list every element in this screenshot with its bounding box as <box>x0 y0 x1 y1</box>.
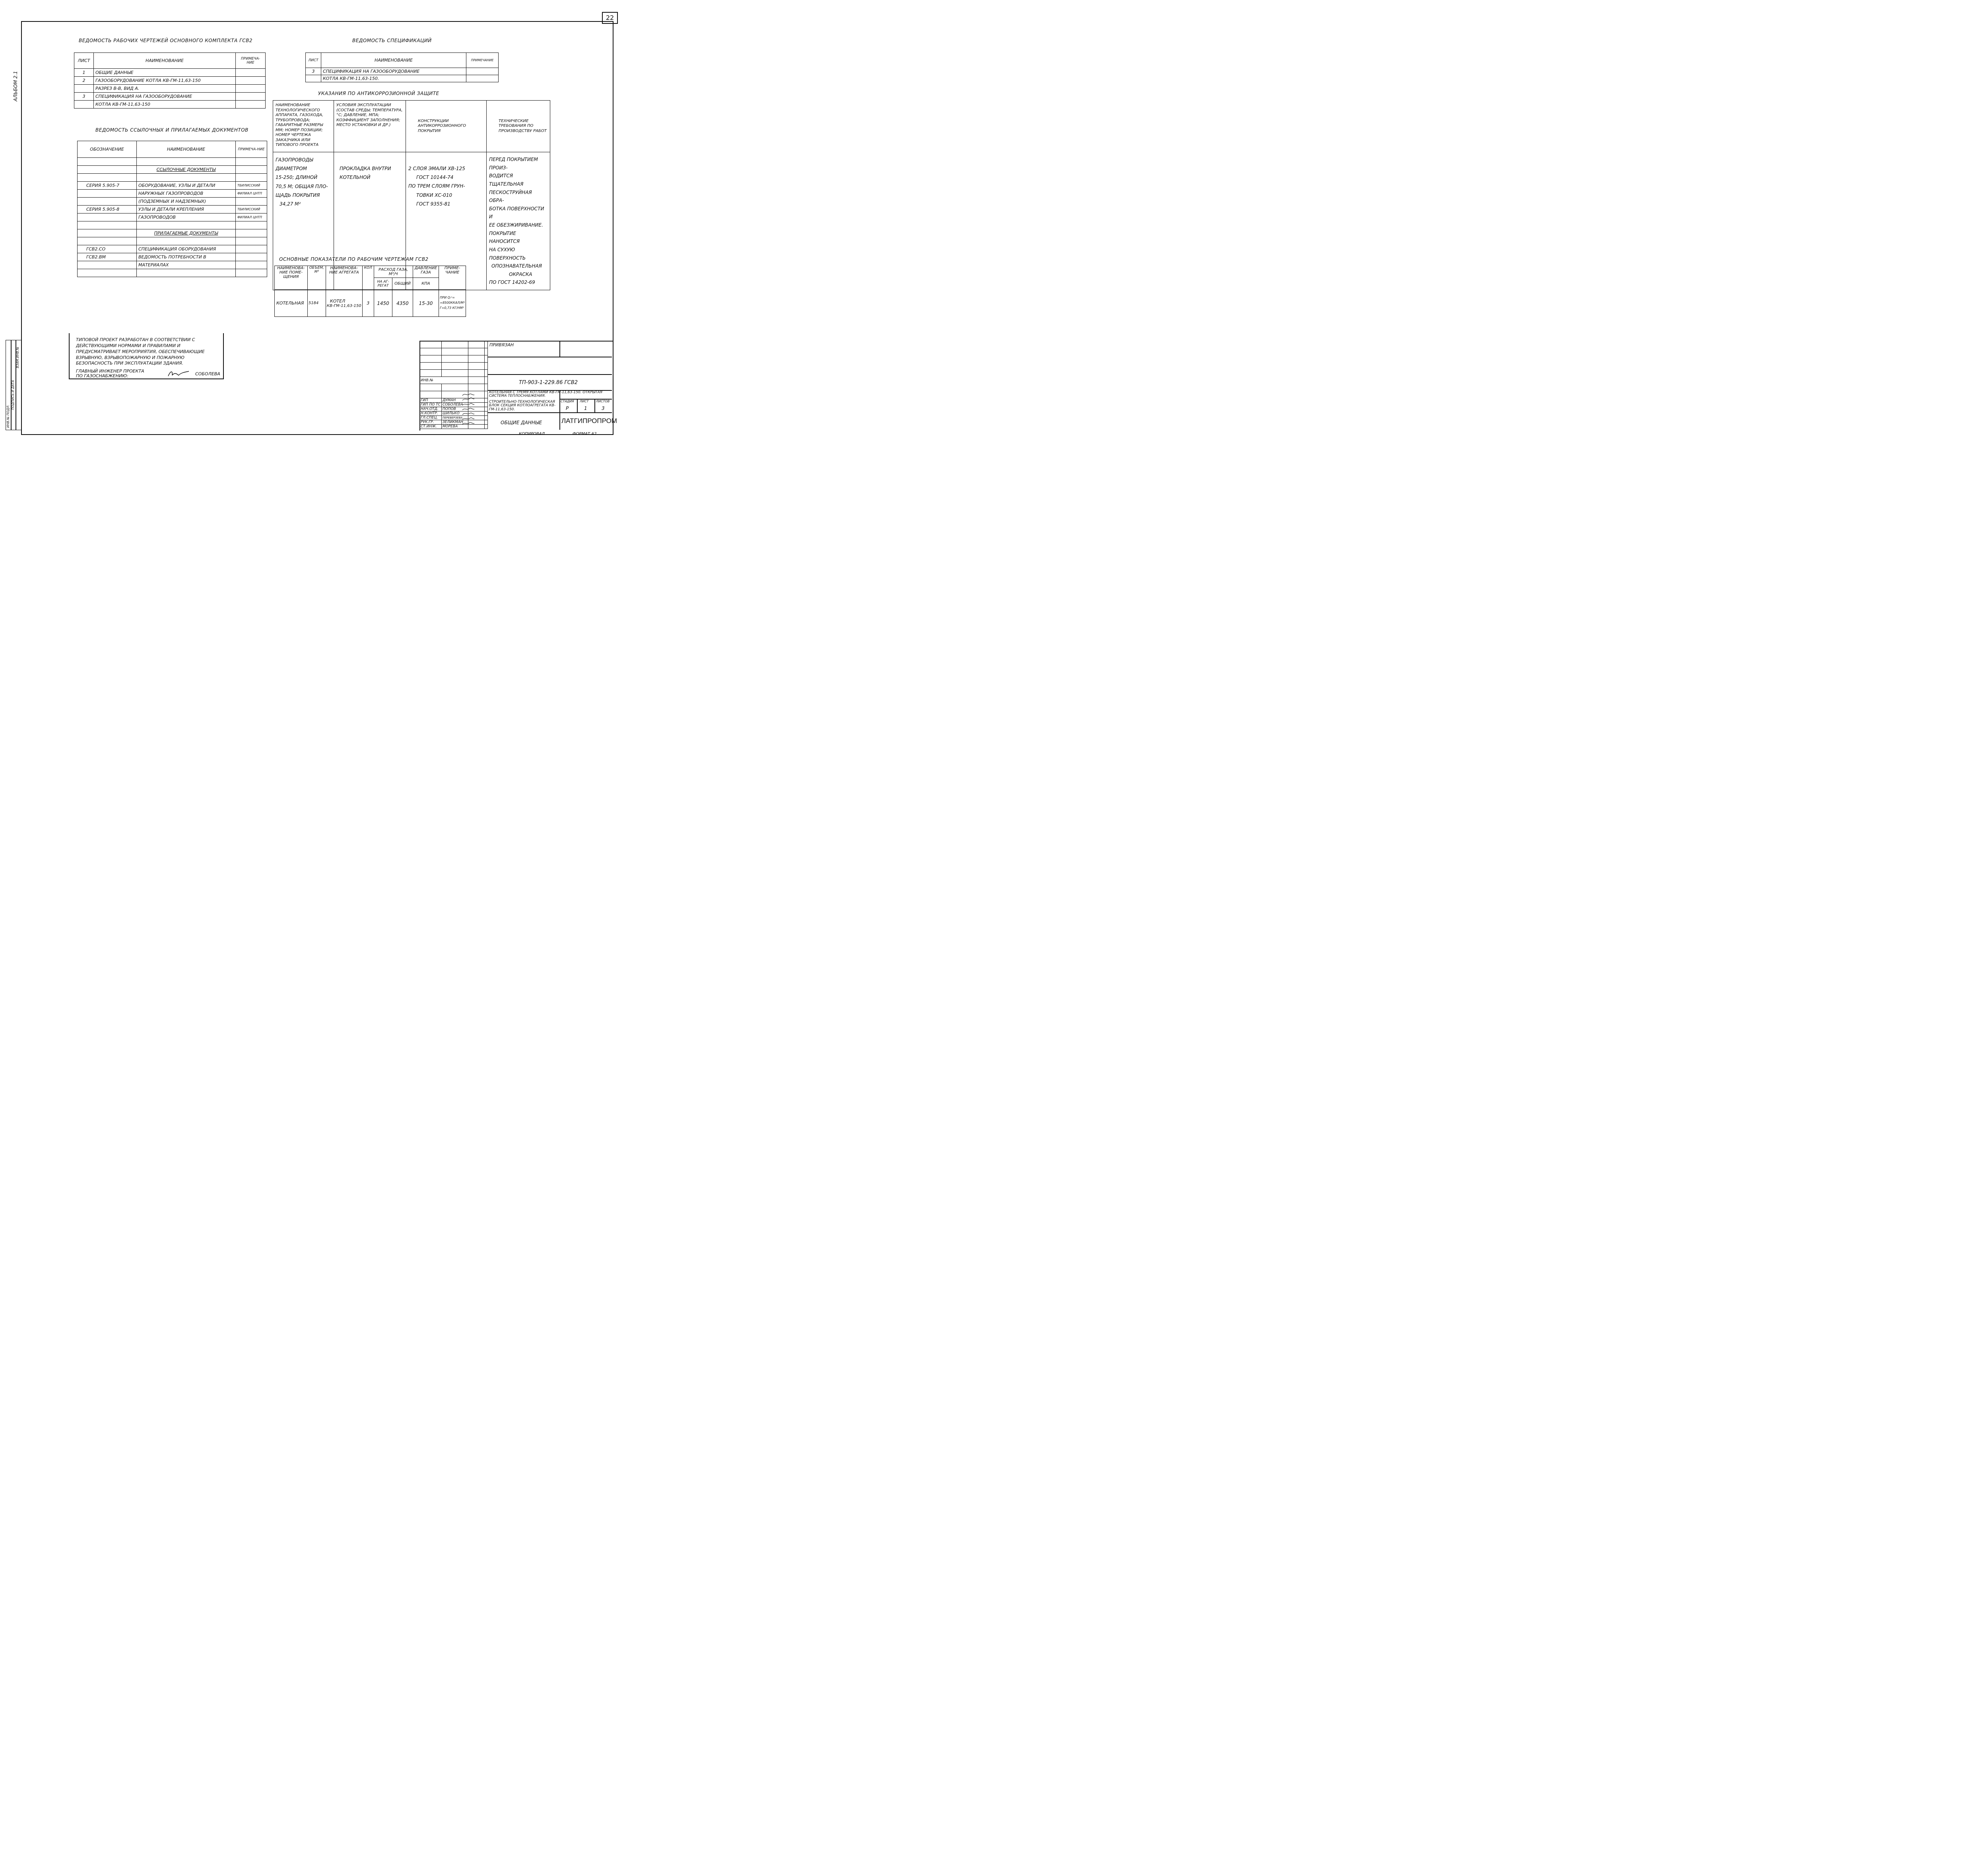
refs-header-name: НАИМЕНОВАНИЕ <box>137 141 236 158</box>
stamp-name: ПОПОВ <box>441 407 468 411</box>
specs-header-name: НАИМЕНОВАНИЕ <box>321 53 466 68</box>
anticorr-cell-requirements <box>487 152 550 290</box>
stamp-role: НАЧ.ОТД. <box>420 407 442 411</box>
album-label: АЛЬБОМ 2.1 <box>13 71 18 101</box>
strip-replace-label: ВЗАМ.ИНВ.№ <box>16 347 19 368</box>
refs-cell-name: ГАЗОПРОВОДОВ <box>137 213 236 221</box>
ind-header-qty: КОЛ <box>362 266 374 290</box>
stamp-sheets-header: ЛИСТОВ <box>596 400 610 403</box>
stamp-role: Н.КОНТР. <box>420 411 442 416</box>
anticorr-line: ПОКРЫТИЕ НАНОСИТСЯ <box>489 230 520 245</box>
drawings-header-name: НАИМЕНОВАНИЕ <box>94 53 236 69</box>
anticorr-line: ГОСТ 9355-81 <box>416 201 450 207</box>
anticorr-line: ПЕСКОСТРУЙНАЯ ОБРА- <box>489 189 532 204</box>
refs-cell-note <box>236 245 267 253</box>
refs-cell-code <box>78 198 137 206</box>
stamp-sheet: 1 <box>584 406 587 411</box>
anticorr-line: 2 СЛОЯ ЭМАЛИ ХВ-125 <box>408 166 465 171</box>
drawings-header-note: ПРИМЕЧА-НИЕ <box>236 53 266 69</box>
stamp-name: ШИЛЬКО <box>441 411 468 416</box>
stamp-title: КОТЕЛЬНАЯ С ТРЕМЯ КОТЛАМИ КВ-ГМ-11,63-150. ОТКРЫТАЯ СИСТЕМА ТЕПЛОСНАБЖЕНИЯ. <box>489 390 602 398</box>
indicators-table <box>274 266 466 317</box>
refs-cell-code: ГСВ2.СО <box>78 245 137 253</box>
anticorr-line: ПО ГОСТ 14202-69 <box>489 279 535 285</box>
drawings-cell-name: ОБЩИЕ ДАННЫЕ <box>94 69 236 77</box>
table-row <box>78 261 267 269</box>
ind-cell-volume: 5184 <box>307 290 326 317</box>
strip-inv-label: ИНВ.№ ПОДЛ. <box>6 404 10 428</box>
drawings-cell-sheet <box>74 85 94 93</box>
stamp-stage: Р <box>566 406 569 411</box>
signature-mark <box>167 370 190 378</box>
refs-section-att: ПРИЛАГАЕМЫЕ ДОКУМЕНТЫ <box>137 229 236 237</box>
table-row <box>420 403 488 407</box>
refs-header-note: ПРИМЕЧА-НИЕ <box>236 141 267 158</box>
stamp-name: ДУМАН <box>441 398 468 403</box>
anticorr-header-3: КОНСТРУКЦИИ АНТИКОРРОЗИОННОГО ПОКРЫТИЯ <box>406 101 487 152</box>
table-row <box>420 420 488 425</box>
stamp-role: ГИП <box>420 398 442 403</box>
refs-header-code: ОБОЗНАЧЕНИЕ <box>78 141 137 158</box>
table-row <box>78 198 267 206</box>
stamp-grid <box>419 341 488 429</box>
anticorr-line: ДИАМЕТРОМ <box>276 166 307 172</box>
drawings-cell-name: РАЗРЕЗ В-В, ВИД А. <box>94 85 236 93</box>
refs-cell-code: СЕРИЯ 5.905-8 <box>78 206 137 213</box>
drawings-cell-name: СПЕЦИФИКАЦИЯ НА ГАЗООБОРУДОВАНИЕ <box>94 93 236 101</box>
anticorr-line: ЕЕ ОБЕЗЖИРИВАНИЕ. <box>489 222 543 228</box>
table-row <box>420 398 488 403</box>
ind-unit-line1: КОТЕЛ <box>330 298 346 304</box>
table-row <box>420 407 488 411</box>
title-block <box>419 341 617 430</box>
drawings-cell-sheet <box>74 101 94 109</box>
refs-cell-note <box>236 261 267 269</box>
ind-header-gas: РАСХОД ГАЗА, М³/Ч <box>374 266 413 278</box>
anticorr-header-4: ТЕХНИЧЕСКИЕ ТРЕБОВАНИЯ ПО ПРОИЗВОДСТВУ РАБОТ <box>487 101 550 152</box>
refs-cell-note: ФИЛИАЛ ЦНТП <box>236 213 267 221</box>
note-text: ТИПОВОЙ ПРОЕКТ РАЗРАБОТАН В СООТВЕТСТВИИ С ДЕЙСТВУЮЩИМИ НОРМАМИ И ПРАВИЛАМИ И ПРЕДУСМАТРИВАЕТ МЕРОПРИЯТИЯ, ОБЕСПЕЧИВАЮЩИЕ ВЗРЫВНУЮ, ВЗРЫВОПОЖАРНУЮ И ПОЖАРНУЮ БЕЗОПАСНОСТЬ ПРИ ЭКСПЛУАТАЦИИ ЗДАНИЯ. <box>76 337 205 366</box>
refs-section-ref: ССЫЛОЧНЫЕ ДОКУМЕНТЫ <box>137 166 236 174</box>
stamp-name: СОБОЛЕВА <box>441 403 468 407</box>
table-row <box>74 101 266 109</box>
table-row <box>78 253 267 261</box>
ind-note-line1: ПРИ Qᵣⁿ= <box>440 296 455 300</box>
refs-cell-note <box>236 253 267 261</box>
table-row <box>78 245 267 253</box>
ind-note-line3: Γ=0,73 КГ/НМ³ <box>440 306 464 310</box>
table-row <box>306 68 499 75</box>
anticorr-line: ПЕРЕД ПОКРЫТИЕМ ПРОИЗ- <box>489 157 538 171</box>
anticorr-line: ГОСТ 10144-74 <box>416 175 454 180</box>
anticorr-line: ОПОЗНАВАТЕЛЬНАЯ <box>491 263 542 269</box>
ind-header-unit: НАИМЕНОВА-НИЕ АГРЕГАТА <box>326 266 362 290</box>
drawings-cell-name: КОТЛА КВ-ГМ-11,63-150 <box>94 101 236 109</box>
ind-cell-pressure: 15-30 <box>413 290 439 317</box>
stamp-role: СТ.ИНЖ. <box>420 425 442 429</box>
refs-cell-name: СПЕЦИФИКАЦИЯ ОБОРУДОВАНИЯ <box>137 245 236 253</box>
drawings-cell-note <box>236 93 266 101</box>
anticorr-line: ГАЗОПРОВОДЫ <box>276 157 313 163</box>
specs-cell-sheet: 3 <box>306 68 321 75</box>
ind-cell-room: КОТЕЛЬНАЯ <box>275 290 308 317</box>
stamp-name: ЗЕЛИКМАН <box>441 420 468 425</box>
strip-sign-label: ПОДПИСЬ И ДАТА <box>11 380 15 410</box>
refs-cell-note: ТБИЛИССКИЙ <box>236 182 267 190</box>
table-row <box>275 290 466 317</box>
table-row <box>420 425 488 429</box>
stamp-sheet-header: ЛИСТ <box>580 400 589 403</box>
footer-copy: КОПИРОВАЛ <box>519 432 545 436</box>
refs-cell-code: СЕРИЯ 5.905-7 <box>78 182 137 190</box>
drawings-title: ВЕДОМОСТЬ РАБОЧИХ ЧЕРТЕЖЕЙ ОСНОВНОГО КОМПЛЕКТА ГСВ2 <box>79 38 252 43</box>
ind-header-volume: ОБЪЕМ, М³ <box>307 266 326 290</box>
stamp-name: МОРЕВА <box>441 425 468 429</box>
note-signature-row <box>76 369 219 381</box>
ind-header-gas-unit: НА АГ-РЕГАТ <box>374 278 392 290</box>
ind-cell-gas-total: 4350 <box>392 290 413 317</box>
stamp-doc-code: ТП-903-1-229.86 ГСВ2 <box>519 380 578 386</box>
ind-header-pressure-unit: КПА <box>413 278 439 290</box>
specs-cell-name: КОТЛА КВ-ГМ-11,63-150. <box>321 75 466 82</box>
stamp-role: ГЛ.СПЕЦ. <box>420 416 442 420</box>
refs-cell-code: ГСВ2.ВМ <box>78 253 137 261</box>
anticorr-header-1: НАИМЕНОВАНИЕ ТЕХНОЛОГИЧЕСКОГО АППАРАТА, ГАЗОХОДА, ТРУБОПРОВОДА; ГАБАРИТНЫЕ РАЗМЕРЫ ММ; НОМЕР ПОЗИЦИИ; НОМЕР ЧЕРТЕЖА ЗАКАЗЧИКА ИЛИ ТИПОВОГО ПРОЕКТА <box>273 101 334 152</box>
refs-table <box>77 141 267 277</box>
table-row <box>306 75 499 82</box>
safety-note <box>69 333 224 379</box>
ind-cell-note <box>439 290 466 317</box>
anticorr-line: БОТКА ПОВЕРХНОСТИ И <box>489 206 544 220</box>
stamp-sheets: 3 <box>602 406 605 411</box>
stamp-inv: ИНВ.№ <box>420 377 468 384</box>
ind-cell-unit <box>326 290 362 317</box>
ind-header-pressure: ДАВЛЕНИЕ ГАЗА <box>413 266 439 278</box>
table-row <box>420 416 488 420</box>
specs-table <box>305 52 499 82</box>
anticorr-line: 34,27 М² <box>280 201 301 207</box>
refs-cell-name: НАРУЖНЫХ ГАЗОПРОВОДОВ <box>137 190 236 198</box>
drawings-cell-note <box>236 69 266 77</box>
drawings-cell-sheet: 2 <box>74 77 94 85</box>
refs-cell-note: ФИЛИАЛ ЦНТП <box>236 190 267 198</box>
refs-cell-code <box>78 213 137 221</box>
drawings-cell-note <box>236 101 266 109</box>
ind-note-line2: =8500ККАЛ/М³ <box>440 301 465 305</box>
drawings-cell-note <box>236 77 266 85</box>
stamp-org: ЛАТГИПРОПРОМ <box>561 417 617 425</box>
table-row <box>74 69 266 77</box>
stamp-role: ГИП ПО ТС <box>420 403 442 407</box>
refs-cell-name: (ПОДЗЕМНЫХ И НАДЗЕМНЫХ) <box>137 198 236 206</box>
note-name: СОБОЛЕВА <box>195 371 220 377</box>
specs-cell-note <box>466 75 499 82</box>
anticorr-header-2: УСЛОВИЯ ЭКСПЛУАТАЦИИ (СОСТАВ СРЕДЫ; ТЕМПЕРАТУРА, °C; ДАВЛЕНИЕ, МПА; КОЭФФИЦИЕНТ ЗАПОЛНЕНИЯ; МЕСТО УСТАНОВКИ И ДР.) <box>334 101 406 152</box>
table-row <box>74 77 266 85</box>
anticorr-line: НА СУХУЮ ПОВЕРХНОСТЬ <box>489 246 526 261</box>
ind-cell-gas-unit: 1450 <box>374 290 392 317</box>
footer-format: ФОРМАТ А2 <box>573 432 597 436</box>
table-row <box>420 411 488 416</box>
left-strip <box>6 340 21 430</box>
drawings-cell-sheet: 1 <box>74 69 94 77</box>
drawings-cell-note <box>236 85 266 93</box>
stamp-role: РУК.ГР. <box>420 420 442 425</box>
anticorr-line: 70,5 М; ОБЩАЯ ПЛО- <box>276 183 328 189</box>
specs-cell-note <box>466 68 499 75</box>
specs-header-sheet: ЛИСТ <box>306 53 321 68</box>
anticorr-line: ВОДИТСЯ ТЩАТЕЛЬНАЯ <box>489 173 524 187</box>
refs-cell-name: МАТЕРИАЛАХ <box>137 261 236 269</box>
table-row <box>74 93 266 101</box>
indicators-title: ОСНОВНЫЕ ПОКАЗАТЕЛИ ПО РАБОЧИМ ЧЕРТЕЖАМ ГСВ2 <box>279 256 429 262</box>
table-row <box>78 190 267 198</box>
anticorr-line: ПО ТРЕМ СЛОЯМ ГРУН- <box>408 183 465 189</box>
refs-cell-note: ТБИЛИССКИЙ <box>236 206 267 213</box>
refs-cell-name: ОБОРУДОВАНИЕ, УЗЛЫ И ДЕТАЛИ <box>137 182 236 190</box>
table-row <box>78 206 267 213</box>
ind-unit-line2: КВ-ГМ-11,63-150 <box>326 303 361 308</box>
refs-cell-note <box>236 198 267 206</box>
stamp-name: ПЕРЕВЕРЗЕВА <box>441 416 468 420</box>
stamp-subtitle: СТРОИТЕЛЬНО-ТЕХНОЛОГИЧЕСКАЯ БЛОК СЕКЦИЯ КОТЛОАГРЕГАТА КВ-ГМ-11,63-150. <box>489 400 556 411</box>
ind-header-gas-total: ОБЩИЙ <box>392 278 413 290</box>
stamp-sheet-name: ОБЩИЕ ДАННЫЕ <box>501 420 542 425</box>
specs-title: ВЕДОМОСТЬ СПЕЦИФИКАЦИЙ <box>352 38 432 43</box>
page-number: 22 <box>602 12 618 24</box>
refs-cell-name: ВЕДОМОСТЬ ПОТРЕБНОСТИ В <box>137 253 236 261</box>
table-row <box>78 213 267 221</box>
drawings-cell-name: ГАЗООБОРУДОВАНИЕ КОТЛА КВ-ГМ-11,63-150 <box>94 77 236 85</box>
anticorr-line: ТОВКИ ХС-010 <box>416 192 452 198</box>
anticorr-line: ОКРАСКА <box>509 271 532 277</box>
drawings-cell-sheet: 3 <box>74 93 94 101</box>
stamp-privyazan: ПРИВЯЗАН <box>489 342 514 347</box>
ind-header-room: НАИМЕНОВА-НИЕ ПОМЕ-ЩЕНИЯ <box>275 266 308 290</box>
refs-cell-code <box>78 190 137 198</box>
specs-header-note: ПРИМЕЧАНИЕ <box>466 53 499 68</box>
refs-cell-code <box>78 261 137 269</box>
anticorr-title: УКАЗАНИЯ ПО АНТИКОРРОЗИОННОЙ ЗАЩИТЕ <box>318 91 439 96</box>
ind-cell-qty: 3 <box>362 290 374 317</box>
table-row <box>74 85 266 93</box>
specs-cell-sheet <box>306 75 321 82</box>
stamp-stage-header: СТАДИЯ <box>561 400 574 403</box>
drawings-table <box>74 52 266 109</box>
anticorr-line: КОТЕЛЬНОЙ <box>340 175 371 180</box>
refs-cell-name: УЗЛЫ И ДЕТАЛИ КРЕПЛЕНИЯ <box>137 206 236 213</box>
note-role: ГЛАВНЫЙ ИНЖЕНЕР ПРОЕКТА ПО ГАЗОСНАБЖЕНИЮ: <box>76 369 144 379</box>
ind-header-note: ПРИМЕ-ЧАНИЕ <box>439 266 466 290</box>
stamp-signatures <box>461 392 475 429</box>
drawings-header-sheet: ЛИСТ <box>74 53 94 69</box>
anticorr-line: 15-250; ДЛИНОЙ <box>276 175 318 180</box>
specs-cell-name: СПЕЦИФИКАЦИЯ НА ГАЗООБОРУДОВАНИЕ <box>321 68 466 75</box>
anticorr-line: ПРОКЛАДКА ВНУТРИ <box>340 166 391 171</box>
anticorr-line: ЩАДЬ ПОКРЫТИЯ <box>276 192 320 198</box>
table-row <box>78 182 267 190</box>
refs-title: ВЕДОМОСТЬ ССЫЛОЧНЫХ И ПРИЛАГАЕМЫХ ДОКУМЕНТОВ <box>95 127 248 133</box>
